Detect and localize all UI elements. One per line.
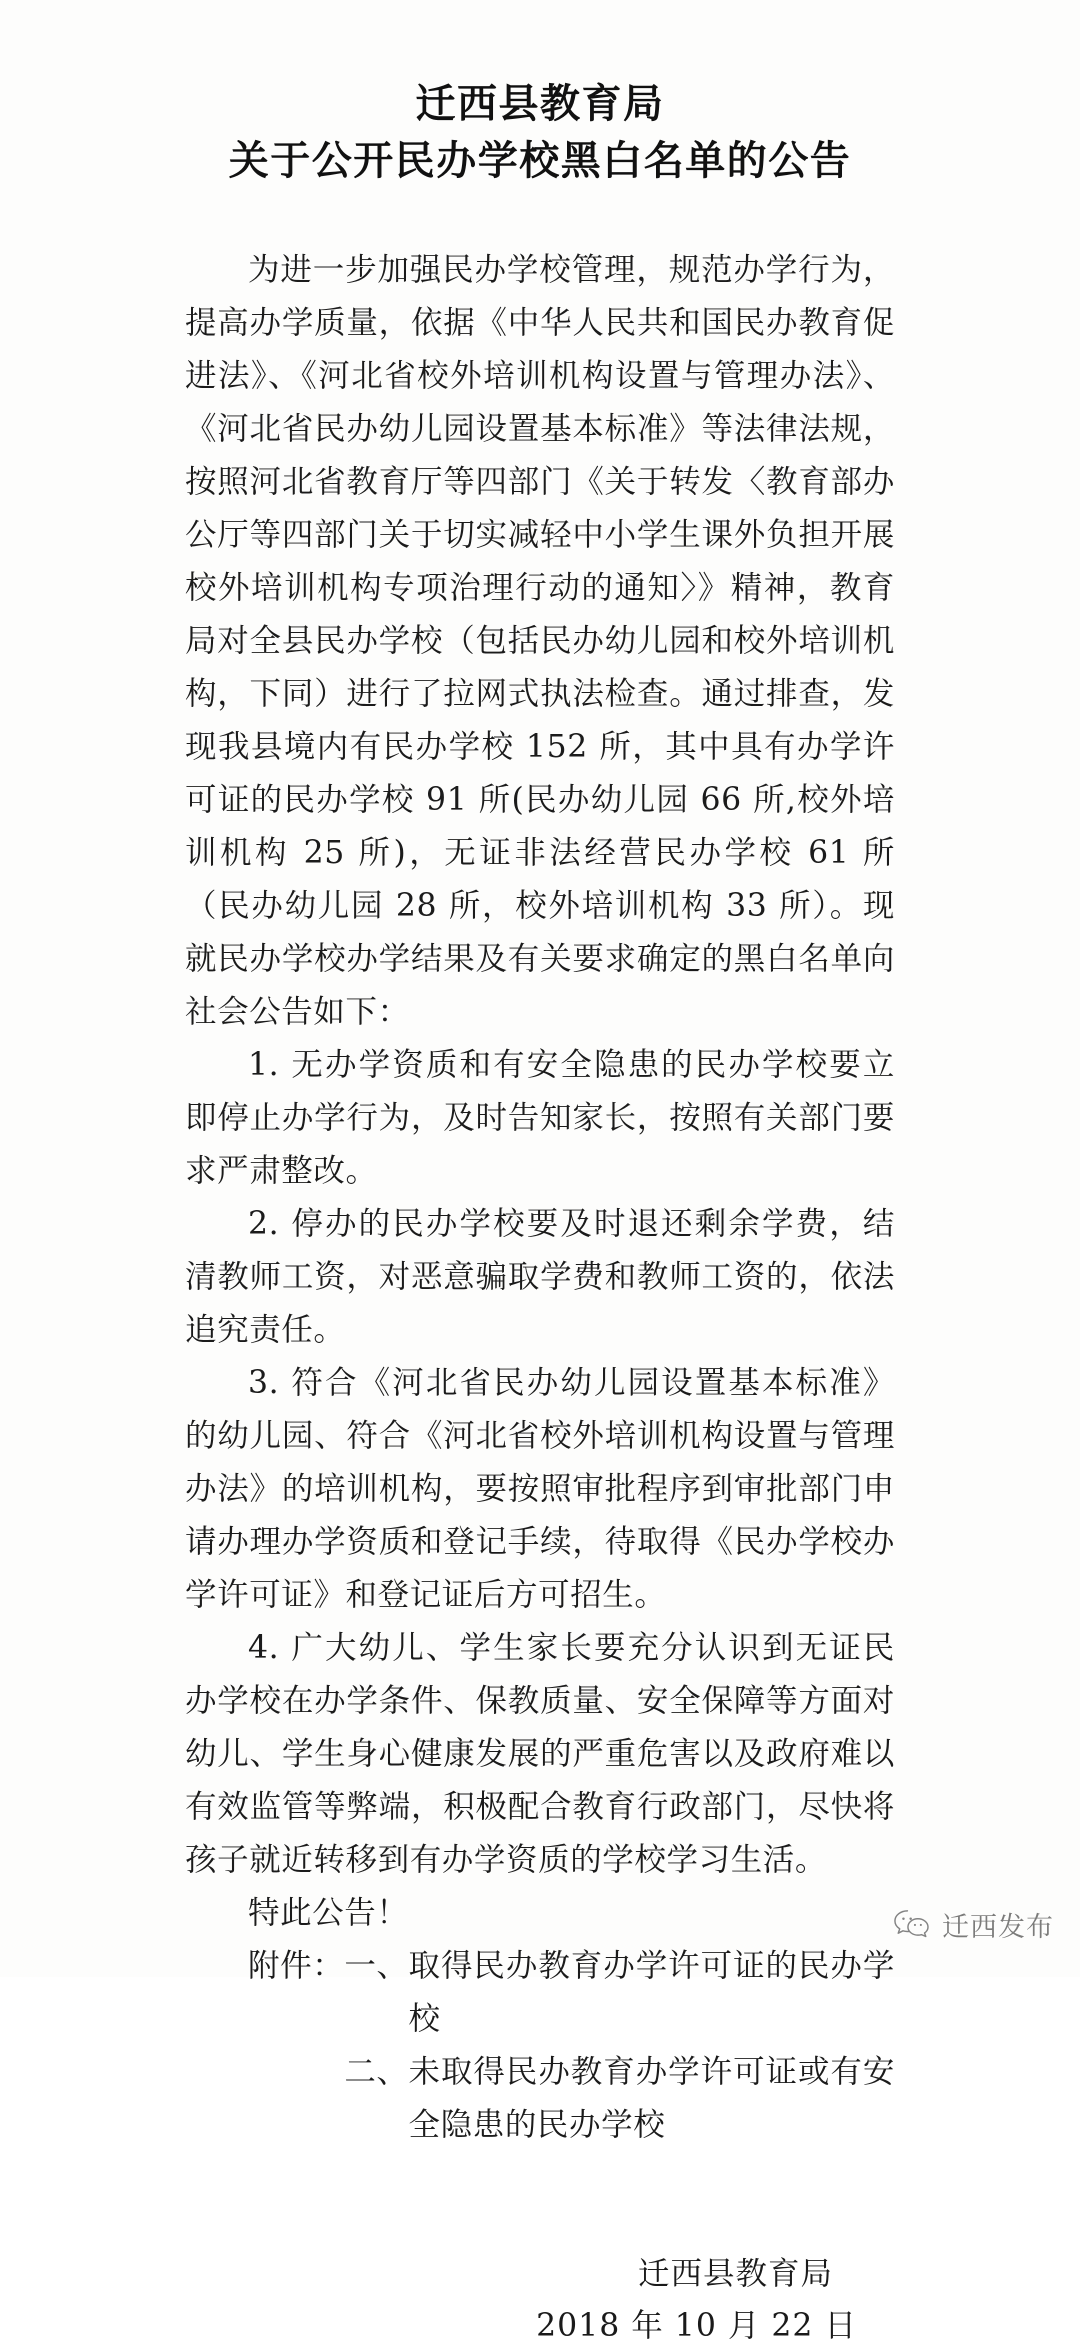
paragraph-item-1: 1. 无办学资质和有安全隐患的民办学校要立即停止办学行为，及时告知家长，按照有关部门要求严肃整改。	[185, 1047, 895, 1190]
attachment-text-1: 取得民办教育办学许可证的民办学校	[408, 1948, 895, 2038]
attachment-number-1: 一、	[344, 1948, 409, 1985]
wechat-watermark	[891, 1903, 1054, 1945]
signature-block	[185, 2152, 895, 2352]
paragraph-item-3: 3. 符合《河北省民办幼儿园设置基本标准》的幼儿园、符合《河北省校外培训机构设置与管理办法》的培训机构，要按照审批程序到审批部门申请办理办学资质和登记手续，待取得《民办学校办学许可证》和登记证后方可招生。	[185, 1365, 895, 1614]
attachment-text-2: 未取得民办教育办学许可证或有安全隐患的民办学校	[408, 2054, 895, 2144]
document-title-block	[0, 0, 1080, 186]
paragraph-closing-statement: 特此公告！	[248, 1895, 409, 1932]
signature-organization: 迁西县教育局	[637, 2256, 833, 2293]
paragraph-item-4: 4. 广大幼儿、学生家长要充分认识到无证民办学校在办学条件、保教质量、安全保障等方面对幼儿、学生身心健康发展的严重危害以及政府难以有效监管等弊端，积极配合教育行政部门，尽快将孩子就近转移到有办学资质的学校学习生活。	[185, 1630, 895, 1879]
page-title-line-1: 迁西县教育局	[415, 80, 665, 127]
attachment-list	[185, 1940, 895, 2152]
wechat-account-name: 迁西发布	[942, 1911, 1054, 1943]
document-body	[185, 186, 895, 2152]
page-title-line-2: 关于公开民办学校黑白名单的公告	[228, 137, 852, 185]
paragraph-intro: 为进一步加强民办学校管理，规范办学行为，提高办学质量，依据《中华人民共和国民办教育促进法》、《河北省校外培训机构设置与管理办法》、《河北省民办幼儿园设置基本标准》等法律法规，按照河北省教育厅等四部门《关于转发〈教育部办公厅等四部门关于切实减轻中小学生课外负担开展校外培训机构专项治理行动的通知〉》精神，教育局对全县民办学校（包括民办幼儿园和校外培训机构，下同）进行了拉网式执法检查。通过排查，发现我县境内有民办学校 152 所，其中具有办学许可证的民办学校 91 所(民办幼儿园 66 所,校外培训机构 25 所)，无证非法经营民办学校 61 所（民办幼儿园 28 所，校外培训机构 33 所）。现就民办学校办学结果及有关要求确定的黑白名单向社会公告如下：	[185, 252, 895, 1031]
wechat-icon	[891, 1903, 933, 1945]
attachment-number-2: 二、	[344, 2054, 409, 2091]
attachment-label: 附件：	[248, 1948, 345, 1985]
signature-date: 2018 年 10 月 22 日	[536, 2308, 857, 2345]
attachment-row-1	[185, 1940, 895, 2046]
attachment-row-2	[185, 2046, 895, 2152]
paragraph-item-2: 2. 停办的民办学校要及时退还剩余学费，结清教师工资，对恶意骗取学费和教师工资的，依法追究责任。	[185, 1206, 895, 1349]
